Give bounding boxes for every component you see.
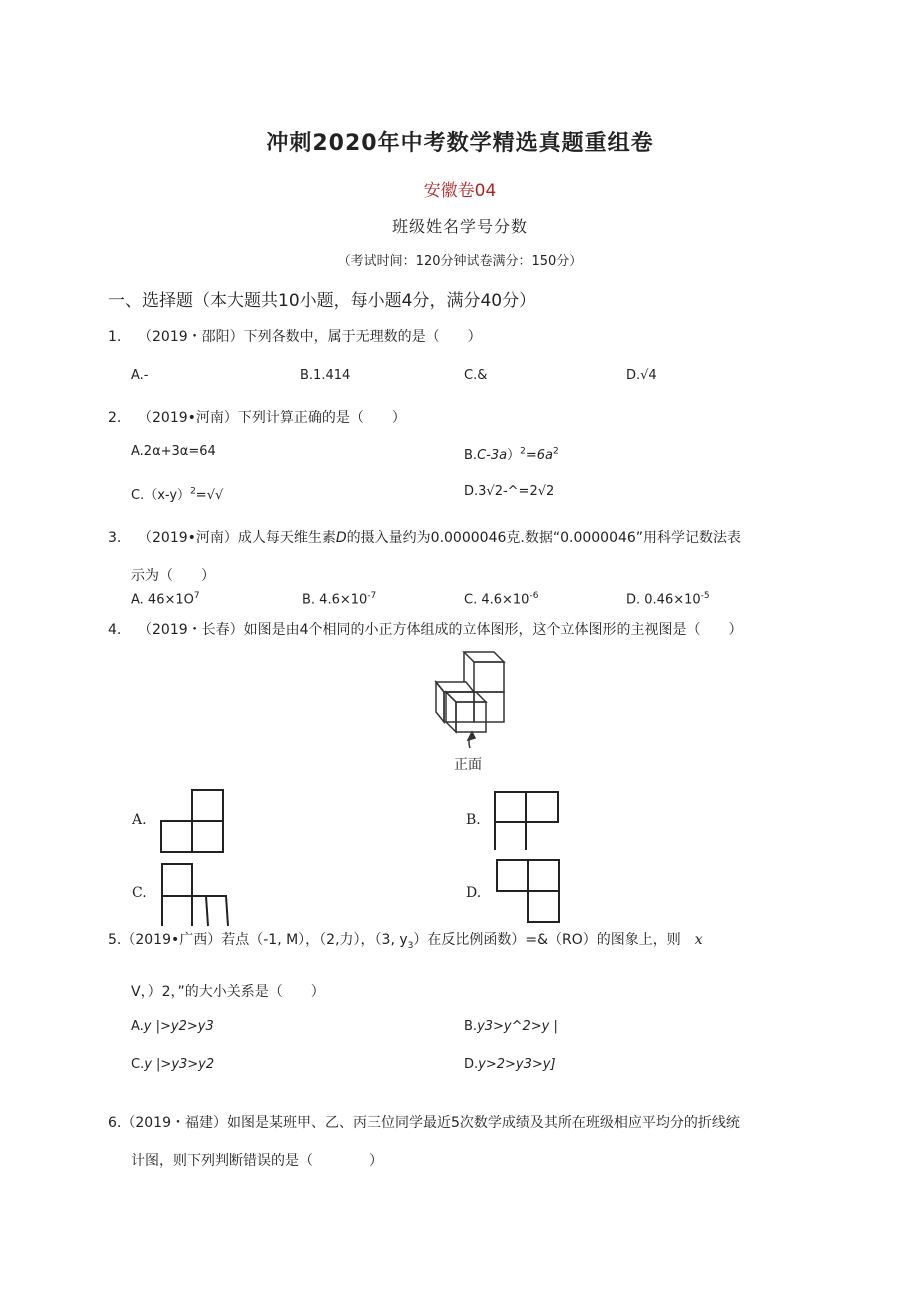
q1-option-c: C.&	[464, 368, 488, 383]
question-text: （2019•河南）下列计算正确的是（ ）	[138, 410, 406, 426]
q4-option-c-label: C.	[132, 885, 147, 901]
front-label: 正面	[454, 757, 482, 773]
question-4	[108, 619, 743, 639]
question-number: 6.	[108, 1115, 122, 1131]
q4-option-b-figure	[494, 790, 560, 852]
q3-option-c: C. $4.6\times 10^{-6}$	[464, 591, 539, 608]
q5-option-c: C.y |>y3>y2	[131, 1057, 215, 1072]
paper-subtitle: 安徽卷04	[423, 181, 497, 201]
question-text: （2019・福建）如图是某班甲、乙、丙三位同学最近5次数学成绩及其所在班级相应平均分的折线统	[121, 1115, 740, 1131]
q4-option-d-label: D.	[466, 885, 482, 901]
q2-option-c: $C.(x-y)^2=√√$	[131, 486, 224, 503]
q4-option-d-figure	[496, 858, 562, 924]
question-text: （2019・长春）如图是由4个相同的小正方体组成的立体图形，这个立体图形的主视图是（ ）	[138, 622, 743, 638]
q5-option-b: B.y3>y^2>y |	[464, 1019, 558, 1034]
q1-option-d: D.√4	[626, 368, 657, 383]
q2-option-a: A.2α+3α=64	[131, 444, 216, 459]
q4-option-b-label: B.	[466, 812, 481, 828]
q4-option-c-figure	[160, 862, 232, 928]
q4-option-a-figure	[160, 788, 226, 854]
question-text: （2019・邵阳）下列各数中，属于无理数的是（ ）	[138, 329, 482, 345]
question-2	[108, 407, 406, 427]
question-3: 3. （2019•河南）成人每天维生素D的摄入量约为0.0000046克.数据“0.0000046”用科学记数法表	[108, 530, 742, 546]
section-heading: 一、选择题（本大题共10小题，每小题4分，满分40分）	[108, 291, 537, 311]
student-info-line: 班级姓名学号分数	[391, 217, 528, 236]
question-number: 3.	[108, 530, 122, 546]
question-1	[108, 326, 482, 346]
q5-option-a: A.y |>y2>y3	[131, 1019, 214, 1034]
q4-option-a-label: A.	[132, 812, 147, 828]
q3-option-a: A. $46\times 1O^7$	[131, 591, 200, 608]
question-3-continued: 示为（ ）	[131, 568, 215, 584]
q2-option-d: D.3√2-^=2√2	[464, 484, 555, 499]
question-6-continued: 计图，则下列判断错误的是（ ）	[131, 1153, 383, 1169]
q2-option-b: $B.C-3a)^2=6a^2$	[464, 446, 559, 463]
q5-option-d: D.y>2>y3>y]	[464, 1057, 556, 1072]
page-title: 冲刺2020年中考数学精选真题重组卷	[266, 131, 654, 156]
cube-stack-figure	[426, 648, 516, 750]
question-5: 5.（2019•广西）若点（-1, M），（2,力），（3, $y_3$）在反比例函数）=&（RO）的图象上，则 x	[108, 932, 703, 951]
q1-option-b: B.1.414	[300, 368, 351, 383]
question-number: 2.	[108, 410, 122, 426]
question-5-continued: V，）2，”的大小关系是（ ）	[131, 984, 325, 1000]
q3-option-d: D. $0.46\times 10^{-5}$	[626, 591, 710, 608]
q1-option-a: A.-	[131, 368, 149, 383]
q3-option-b: B. $4.6\times 10^{-7}$	[302, 591, 377, 608]
question-number: 5.	[108, 932, 122, 948]
question-number: 4.	[108, 622, 122, 638]
question-number: 1.	[108, 329, 122, 345]
question-6	[108, 1112, 740, 1132]
exam-info: （考试时间：120分钟试卷满分：150分）	[337, 254, 583, 269]
